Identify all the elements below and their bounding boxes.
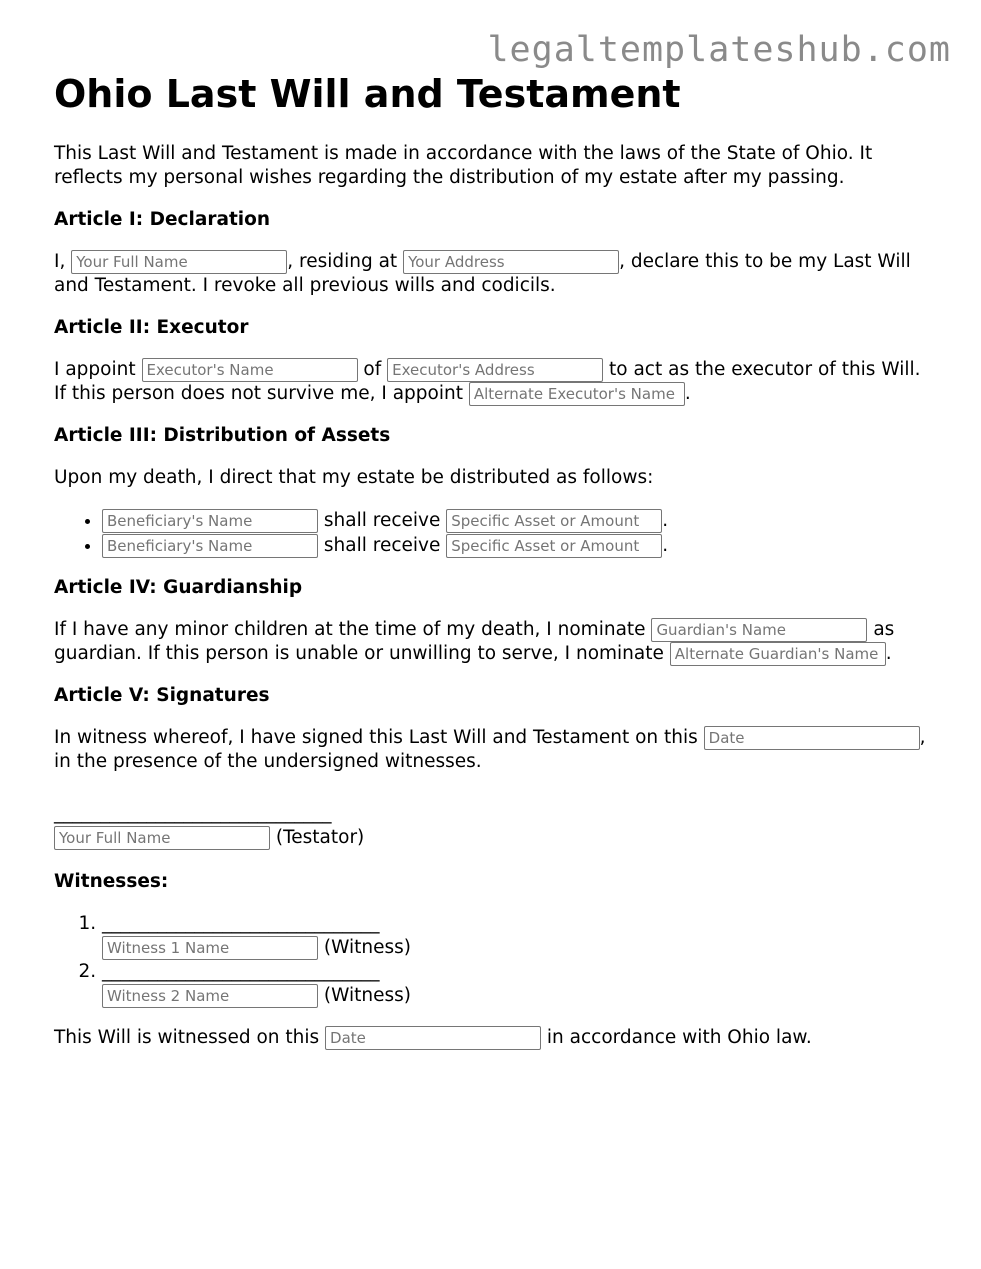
testator-signature-name-input[interactable] [54, 826, 270, 850]
item-end: . [662, 510, 669, 531]
witness-1-label: (Witness) [323, 937, 411, 958]
signing-date-input[interactable] [704, 726, 920, 750]
article-1-text-3: , declare this to be my Last Will and Testament. I revoke all previous wills and codicils. [54, 251, 911, 296]
beneficiary-2-input[interactable] [102, 534, 318, 558]
testator-signature-line: ______________________________ [54, 803, 332, 824]
article-5-paragraph [54, 726, 934, 774]
closing-text-1: This Will is witnessed on this [54, 1027, 320, 1048]
witnesses-heading: Witnesses: [54, 871, 169, 892]
alternate-guardian-input[interactable] [670, 642, 886, 666]
watermark: legaltemplateshub.com [487, 30, 951, 70]
list-item [102, 960, 934, 1008]
witness-2-signature-line: 2. ______________________________ [102, 961, 380, 982]
article-4-heading: Article IV: Guardianship [54, 577, 303, 598]
will-document [54, 72, 934, 1068]
article-4-text-3: . [885, 643, 892, 664]
article-5-text-2: , in the presence of the undersigned witnesses. [54, 727, 926, 772]
executor-name-input[interactable] [142, 358, 358, 382]
article-4-text-2: as guardian. If this person is unable or unwilling to serve, I nominate [54, 619, 895, 664]
list-item [102, 508, 934, 533]
asset-2-input[interactable] [446, 534, 662, 558]
witness-1-signature-line: 1. ______________________________ [102, 913, 380, 934]
article-2-text-4: . [684, 383, 691, 404]
article-1-text-1: I, [54, 251, 66, 272]
testator-label: (Testator) [275, 827, 365, 848]
article-5-heading: Article V: Signatures [54, 685, 270, 706]
article-1-paragraph [54, 250, 934, 298]
article-3-intro: Upon my death, I direct that my estate be distributed as follows: [54, 467, 654, 488]
witness-2-name-input[interactable] [102, 984, 318, 1008]
article-2-text-3: to act as the executor of this Will. If this person does not survive me, I appoint [54, 359, 921, 404]
alternate-executor-input[interactable] [469, 382, 685, 406]
list-item [102, 912, 934, 960]
witness-list [54, 912, 934, 1008]
article-1-text-2: , residing at [287, 251, 398, 272]
article-2-text-2: of [363, 359, 382, 380]
guardian-name-input[interactable] [651, 618, 867, 642]
testator-address-input[interactable] [403, 250, 619, 274]
executor-address-input[interactable] [387, 358, 603, 382]
list-item [102, 533, 934, 558]
article-2-paragraph [54, 358, 934, 406]
shall-receive-text: shall receive [323, 535, 441, 556]
testator-signature-block [54, 802, 934, 850]
article-5-text-1: In witness whereof, I have signed this Last Will and Testament on this [54, 727, 698, 748]
article-4-paragraph [54, 618, 934, 666]
item-end: . [662, 535, 669, 556]
article-3-heading: Article III: Distribution of Assets [54, 425, 391, 446]
article-4-text-1: If I have any minor children at the time of my death, I nominate [54, 619, 646, 640]
asset-1-input[interactable] [446, 509, 662, 533]
witness-1-name-input[interactable] [102, 936, 318, 960]
page-title: Ohio Last Will and Testament [54, 72, 681, 116]
article-1-heading: Article I: Declaration [54, 209, 271, 230]
article-2-heading: Article II: Executor [54, 317, 249, 338]
shall-receive-text: shall receive [323, 510, 441, 531]
intro-paragraph: This Last Will and Testament is made in accordance with the laws of the State of Ohio. It reflects my personal wishes regarding the distribution of my estate after my passing. [54, 143, 873, 188]
witness-date-input[interactable] [325, 1026, 541, 1050]
asset-distribution-list [54, 508, 934, 558]
beneficiary-1-input[interactable] [102, 509, 318, 533]
testator-name-input[interactable] [71, 250, 287, 274]
article-2-text-1: I appoint [54, 359, 136, 380]
closing-paragraph [54, 1026, 934, 1050]
closing-text-2: in accordance with Ohio law. [546, 1027, 812, 1048]
witness-2-label: (Witness) [323, 985, 411, 1006]
